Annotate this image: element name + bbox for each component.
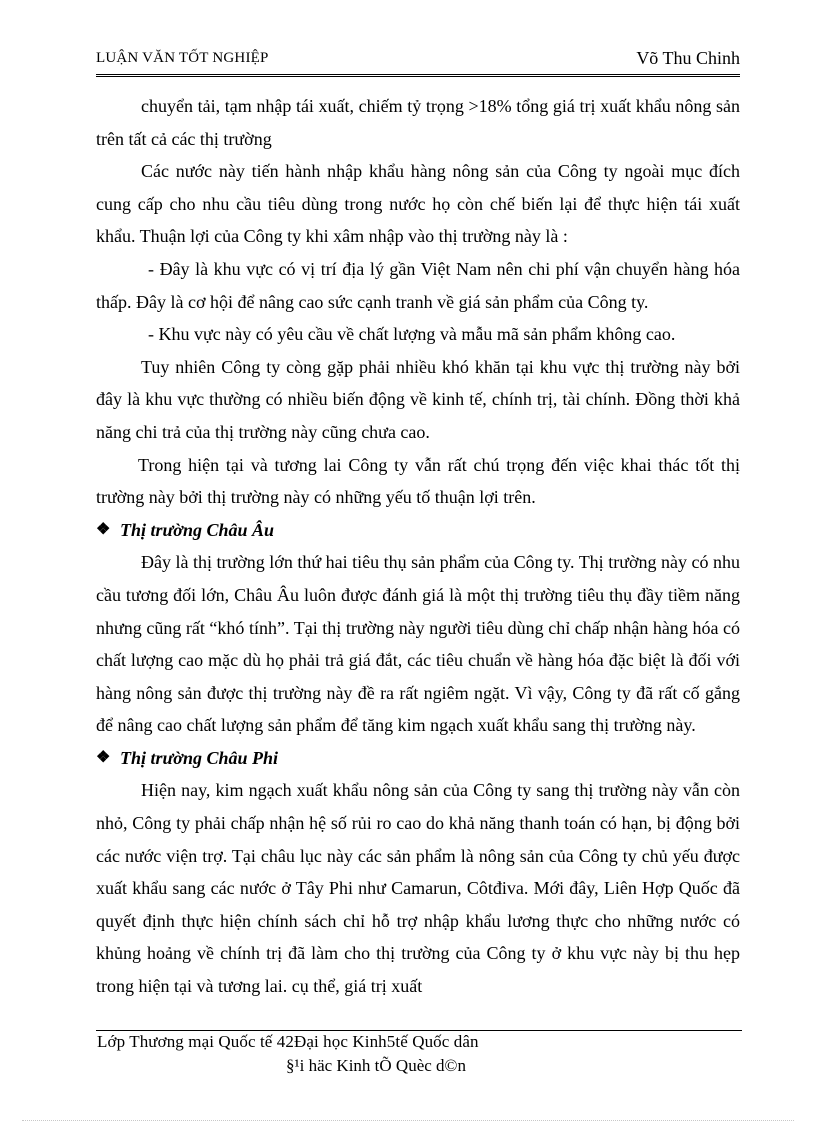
header-author-name: Võ Thu Chinh <box>636 48 740 68</box>
section-heading-text: Thị trường Châu Phi <box>120 747 279 768</box>
section-heading-text: Thị trường Châu Âu <box>120 519 275 540</box>
paragraph: Trong hiện tại và tương lai Công ty vẫn rất chú trọng đến việc khai thác tốt thị trường này bởi thị trường này có những yếu tố thuận lợi trên. <box>96 454 740 508</box>
footer-line-2: §¹i häc Kinh tÕ Quèc d©n <box>286 1056 466 1075</box>
paragraph: Các nước này tiến hành nhập khẩu hàng nông sản của Công ty ngoài mục đích cung cấp cho nhu cầu tiêu dùng trong nước họ còn chế biến lại để thực hiện tái xuất khẩu. Thuận lợi của Công ty khi xâm nhập vào thị trường này là : <box>96 161 740 247</box>
footer-divider <box>96 1030 742 1031</box>
section-heading-africa <box>96 742 740 775</box>
header-thesis-label: LUẬN VĂN TỐT NGHIỆP <box>96 50 269 66</box>
footer-line-1: Lớp Thương mại Quốc tế 42Đại học Kinh5tế Quốc dân <box>97 1032 479 1051</box>
page-edge-divider <box>22 1120 794 1121</box>
paragraph: Tuy nhiên Công ty còng gặp phải nhiều khó khăn tại khu vực thị trường này bởi đây là khu vực thường có nhiều biến động về kinh tế, chính trị, tài chính. Đồng thời khả năng chi trả của thị trường này cũng chưa cao. <box>96 356 740 442</box>
list-item: - Đây là khu vực có vị trí địa lý gần Việt Nam nên chi phí vận chuyển hàng hóa thấp. Đây là cơ hội để nâng cao sức cạnh tranh về giá sản phẩm của Công ty. <box>96 258 740 312</box>
section-heading-europe <box>96 514 740 547</box>
diamond-bullet-icon: ❖ <box>96 520 111 538</box>
paragraph: Hiện nay, kim ngạch xuất khẩu nông sản của Công ty sang thị trường này vẫn còn nhỏ, Công ty phải chấp nhận hệ số rủi ro cao do khả năng thanh toán có hạn, bị động bởi các nước viện trợ. Tại châu lục này các sản phẩm là nông sản của Công ty chủ yếu được xuất khẩu sang các nước ở Tây Phi như Camarun, Côtđiva. Mới đây, Liên Hợp Quốc đã quyết định thực hiện chính sách chỉ hỗ trợ nhập khẩu lương thực cho những nước có khủng hoảng về chính trị đã làm cho thị trường của Công ty ở khu vực này bị thu hẹp trong hiện tại và tương lai. cụ thể, giá trị xuất <box>96 780 740 997</box>
paragraph: chuyển tải, tạm nhập tái xuất, chiếm tỷ trọng >18% tổng giá trị xuất khẩu nông sản trên tất cả các thị trường <box>96 96 740 149</box>
document-body <box>96 90 740 1003</box>
diamond-bullet-icon: ❖ <box>96 748 111 766</box>
list-item: - Khu vực này có yêu cầu về chất lượng và mẫu mã sản phẩm không cao. <box>148 324 676 345</box>
page-header <box>96 46 740 77</box>
paragraph: Đây là thị trường lớn thứ hai tiêu thụ sản phẩm của Công ty. Thị trường này có nhu cầu tương đối lớn, Châu Âu luôn được đánh giá là một thị trường tiêu thụ đầy tiềm năng nhưng cũng rất “khó tính”. Tại thị trường này người tiêu dùng chỉ chấp nhận hàng hóa có chất lượng cao mặc dù họ phải trả giá đắt, các tiêu chuẩn về hàng hóa đặc biệt là đối với hàng nông sản được thị trường này đề ra rất ngiêm ngặt. Vì vậy, Công ty đã rất cố gắng để nâng cao chất lượng sản phẩm để tăng kim ngạch xuất khẩu sang thị trường này. <box>96 552 740 736</box>
